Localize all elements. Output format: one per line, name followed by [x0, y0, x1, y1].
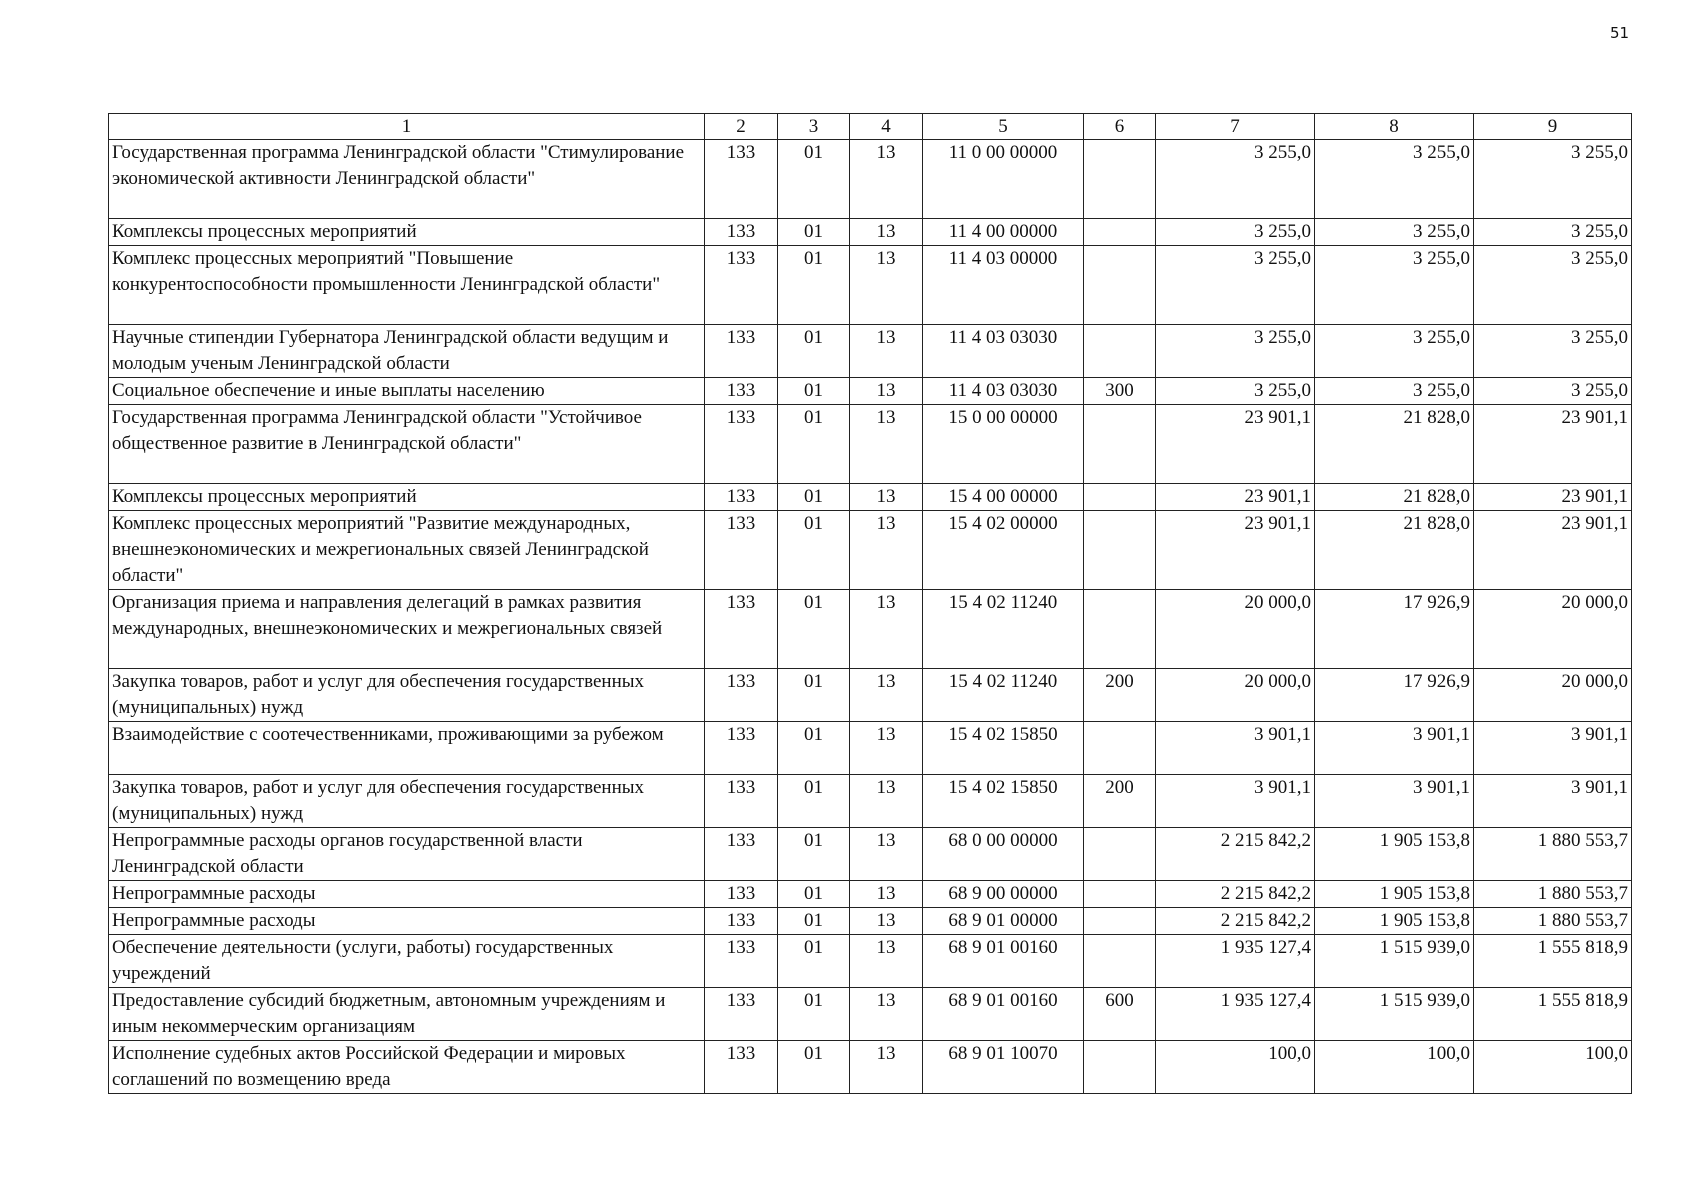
expense-type-cell: [1084, 590, 1156, 669]
expense-name-cell: Организация приема и направления делегаций в рамках развития международных, внешнеэкономических и межрегиональных связей: [109, 590, 705, 669]
amount-col7-cell: 23 901,1: [1156, 484, 1315, 511]
amount-col7-cell: 23 901,1: [1156, 405, 1315, 484]
expense-name-cell: Комплексы процессных мероприятий: [109, 219, 705, 246]
target-article-cell: 68 9 01 00000: [923, 908, 1084, 935]
table-row: [109, 908, 1632, 935]
expense-type-cell: [1084, 881, 1156, 908]
amount-col9-cell: 20 000,0: [1474, 590, 1632, 669]
amount-col7-cell: 1 935 127,4: [1156, 988, 1315, 1041]
table-row: [109, 378, 1632, 405]
amount-col8-cell: 21 828,0: [1315, 484, 1474, 511]
target-article-cell: 68 9 01 00160: [923, 988, 1084, 1041]
subsection-code-cell: 13: [850, 325, 923, 378]
amount-col8-cell: 1 905 153,8: [1315, 828, 1474, 881]
ministry-code-cell: 133: [705, 484, 778, 511]
section-code-cell: 01: [778, 590, 850, 669]
expense-type-cell: 200: [1084, 669, 1156, 722]
amount-col7-cell: 3 255,0: [1156, 140, 1315, 219]
amount-col8-cell: 3 901,1: [1315, 722, 1474, 775]
expense-name-cell: Непрограммные расходы: [109, 881, 705, 908]
amount-col9-cell: 1 880 553,7: [1474, 828, 1632, 881]
amount-col7-cell: 20 000,0: [1156, 590, 1315, 669]
target-article-cell: 68 0 00 00000: [923, 828, 1084, 881]
expense-name-cell: Комплексы процессных мероприятий: [109, 484, 705, 511]
section-code-cell: 01: [778, 325, 850, 378]
section-code-cell: 01: [778, 1041, 850, 1094]
target-article-cell: 68 9 00 00000: [923, 881, 1084, 908]
subsection-code-cell: 13: [850, 775, 923, 828]
target-article-cell: 15 4 02 15850: [923, 775, 1084, 828]
header-cell: 2: [705, 114, 778, 140]
section-code-cell: 01: [778, 828, 850, 881]
subsection-code-cell: 13: [850, 378, 923, 405]
amount-col9-cell: 3 901,1: [1474, 722, 1632, 775]
amount-col9-cell: 23 901,1: [1474, 511, 1632, 590]
expense-name-cell: Научные стипендии Губернатора Ленинградской области ведущим и молодым ученым Ленинградской области: [109, 325, 705, 378]
target-article-cell: 15 4 02 00000: [923, 511, 1084, 590]
ministry-code-cell: 133: [705, 405, 778, 484]
subsection-code-cell: 13: [850, 219, 923, 246]
amount-col7-cell: 2 215 842,2: [1156, 828, 1315, 881]
section-code-cell: 01: [778, 908, 850, 935]
ministry-code-cell: 133: [705, 881, 778, 908]
amount-col8-cell: 3 255,0: [1315, 325, 1474, 378]
target-article-cell: 11 4 03 00000: [923, 246, 1084, 325]
ministry-code-cell: 133: [705, 988, 778, 1041]
expense-name-cell: Комплекс процессных мероприятий "Развитие международных, внешнеэкономических и межрегиональных связей Ленинградской области": [109, 511, 705, 590]
ministry-code-cell: 133: [705, 1041, 778, 1094]
section-code-cell: 01: [778, 484, 850, 511]
target-article-cell: 11 4 00 00000: [923, 219, 1084, 246]
expense-name-cell: Социальное обеспечение и иные выплаты населению: [109, 378, 705, 405]
section-code-cell: 01: [778, 246, 850, 325]
amount-col9-cell: 1 555 818,9: [1474, 988, 1632, 1041]
section-code-cell: 01: [778, 988, 850, 1041]
amount-col9-cell: 3 255,0: [1474, 325, 1632, 378]
expense-type-cell: [1084, 325, 1156, 378]
ministry-code-cell: 133: [705, 246, 778, 325]
ministry-code-cell: 133: [705, 140, 778, 219]
table-row: [109, 325, 1632, 378]
expense-type-cell: [1084, 828, 1156, 881]
subsection-code-cell: 13: [850, 908, 923, 935]
amount-col8-cell: 3 255,0: [1315, 140, 1474, 219]
amount-col8-cell: 1 905 153,8: [1315, 881, 1474, 908]
amount-col8-cell: 1 515 939,0: [1315, 988, 1474, 1041]
amount-col9-cell: 1 555 818,9: [1474, 935, 1632, 988]
target-article-cell: 68 9 01 10070: [923, 1041, 1084, 1094]
page-number: 51: [1610, 24, 1630, 42]
ministry-code-cell: 133: [705, 219, 778, 246]
amount-col8-cell: 21 828,0: [1315, 511, 1474, 590]
expense-type-cell: 300: [1084, 378, 1156, 405]
table-row: [109, 722, 1632, 775]
amount-col7-cell: 3 255,0: [1156, 378, 1315, 405]
ministry-code-cell: 133: [705, 590, 778, 669]
section-code-cell: 01: [778, 511, 850, 590]
subsection-code-cell: 13: [850, 1041, 923, 1094]
amount-col9-cell: 3 255,0: [1474, 219, 1632, 246]
expense-name-cell: Непрограммные расходы: [109, 908, 705, 935]
expense-type-cell: [1084, 219, 1156, 246]
target-article-cell: 15 4 00 00000: [923, 484, 1084, 511]
header-cell: 3: [778, 114, 850, 140]
section-code-cell: 01: [778, 935, 850, 988]
amount-col8-cell: 17 926,9: [1315, 590, 1474, 669]
amount-col9-cell: 20 000,0: [1474, 669, 1632, 722]
amount-col7-cell: 20 000,0: [1156, 669, 1315, 722]
expense-type-cell: [1084, 908, 1156, 935]
table-row: [109, 140, 1632, 219]
expense-name-cell: Непрограммные расходы органов государственной власти Ленинградской области: [109, 828, 705, 881]
amount-col9-cell: 3 255,0: [1474, 140, 1632, 219]
expense-type-cell: 600: [1084, 988, 1156, 1041]
table-row: [109, 828, 1632, 881]
expense-type-cell: [1084, 484, 1156, 511]
amount-col7-cell: 2 215 842,2: [1156, 881, 1315, 908]
amount-col7-cell: 3 255,0: [1156, 325, 1315, 378]
amount-col8-cell: 3 255,0: [1315, 246, 1474, 325]
ministry-code-cell: 133: [705, 669, 778, 722]
amount-col9-cell: 1 880 553,7: [1474, 881, 1632, 908]
expense-name-cell: Закупка товаров, работ и услуг для обеспечения государственных (муниципальных) нужд: [109, 775, 705, 828]
ministry-code-cell: 133: [705, 828, 778, 881]
expense-type-cell: [1084, 405, 1156, 484]
header-cell: 9: [1474, 114, 1632, 140]
table-row: [109, 484, 1632, 511]
section-code-cell: 01: [778, 669, 850, 722]
subsection-code-cell: 13: [850, 246, 923, 325]
amount-col8-cell: 21 828,0: [1315, 405, 1474, 484]
amount-col7-cell: 3 255,0: [1156, 219, 1315, 246]
subsection-code-cell: 13: [850, 881, 923, 908]
header-cell: 5: [923, 114, 1084, 140]
table-row: [109, 246, 1632, 325]
subsection-code-cell: 13: [850, 140, 923, 219]
table-row: [109, 669, 1632, 722]
target-article-cell: 11 0 00 00000: [923, 140, 1084, 219]
subsection-code-cell: 13: [850, 590, 923, 669]
amount-col7-cell: 100,0: [1156, 1041, 1315, 1094]
ministry-code-cell: 133: [705, 908, 778, 935]
table-row: [109, 590, 1632, 669]
section-code-cell: 01: [778, 775, 850, 828]
table-row: [109, 219, 1632, 246]
subsection-code-cell: 13: [850, 988, 923, 1041]
amount-col8-cell: 17 926,9: [1315, 669, 1474, 722]
expense-type-cell: [1084, 511, 1156, 590]
amount-col8-cell: 3 901,1: [1315, 775, 1474, 828]
amount-col7-cell: 3 901,1: [1156, 775, 1315, 828]
ministry-code-cell: 133: [705, 378, 778, 405]
ministry-code-cell: 133: [705, 935, 778, 988]
expense-name-cell: Государственная программа Ленинградской области "Устойчивое общественное развитие в Ленинградской области": [109, 405, 705, 484]
header-cell: 8: [1315, 114, 1474, 140]
expense-name-cell: Взаимодействие с соотечественниками, проживающими за рубежом: [109, 722, 705, 775]
target-article-cell: 15 4 02 11240: [923, 669, 1084, 722]
target-article-cell: 68 9 01 00160: [923, 935, 1084, 988]
expense-name-cell: Государственная программа Ленинградской области "Стимулирование экономической активности Ленинградской области": [109, 140, 705, 219]
section-code-cell: 01: [778, 378, 850, 405]
target-article-cell: 15 4 02 11240: [923, 590, 1084, 669]
subsection-code-cell: 13: [850, 722, 923, 775]
expense-type-cell: [1084, 722, 1156, 775]
amount-col9-cell: 3 255,0: [1474, 246, 1632, 325]
section-code-cell: 01: [778, 881, 850, 908]
table-row: [109, 935, 1632, 988]
expense-type-cell: [1084, 140, 1156, 219]
subsection-code-cell: 13: [850, 935, 923, 988]
subsection-code-cell: 13: [850, 511, 923, 590]
expense-name-cell: Закупка товаров, работ и услуг для обеспечения государственных (муниципальных) нужд: [109, 669, 705, 722]
amount-col7-cell: 3 901,1: [1156, 722, 1315, 775]
amount-col9-cell: 23 901,1: [1474, 484, 1632, 511]
section-code-cell: 01: [778, 140, 850, 219]
table-row: [109, 405, 1632, 484]
expense-type-cell: [1084, 935, 1156, 988]
expense-type-cell: [1084, 246, 1156, 325]
table-row: [109, 1041, 1632, 1094]
expense-type-cell: [1084, 1041, 1156, 1094]
table-body: [109, 140, 1632, 1094]
table-row: [109, 775, 1632, 828]
expense-name-cell: Исполнение судебных актов Российской Федерации и мировых соглашений по возмещению вреда: [109, 1041, 705, 1094]
budget-table: [108, 113, 1632, 1094]
amount-col7-cell: 23 901,1: [1156, 511, 1315, 590]
header-cell: 7: [1156, 114, 1315, 140]
ministry-code-cell: 133: [705, 775, 778, 828]
amount-col9-cell: 1 880 553,7: [1474, 908, 1632, 935]
header-cell: 1: [109, 114, 705, 140]
ministry-code-cell: 133: [705, 722, 778, 775]
expense-type-cell: 200: [1084, 775, 1156, 828]
section-code-cell: 01: [778, 405, 850, 484]
subsection-code-cell: 13: [850, 405, 923, 484]
amount-col9-cell: 100,0: [1474, 1041, 1632, 1094]
amount-col8-cell: 3 255,0: [1315, 219, 1474, 246]
expense-name-cell: Предоставление субсидий бюджетным, автономным учреждениям и иным некоммерческим организациям: [109, 988, 705, 1041]
header-cell: 4: [850, 114, 923, 140]
section-code-cell: 01: [778, 219, 850, 246]
subsection-code-cell: 13: [850, 484, 923, 511]
amount-col9-cell: 23 901,1: [1474, 405, 1632, 484]
expense-name-cell: Обеспечение деятельности (услуги, работы) государственных учреждений: [109, 935, 705, 988]
amount-col7-cell: 1 935 127,4: [1156, 935, 1315, 988]
amount-col8-cell: 3 255,0: [1315, 378, 1474, 405]
target-article-cell: 11 4 03 03030: [923, 378, 1084, 405]
target-article-cell: 15 4 02 15850: [923, 722, 1084, 775]
amount-col8-cell: 1 905 153,8: [1315, 908, 1474, 935]
amount-col7-cell: 3 255,0: [1156, 246, 1315, 325]
amount-col9-cell: 3 901,1: [1474, 775, 1632, 828]
ministry-code-cell: 133: [705, 325, 778, 378]
amount-col9-cell: 3 255,0: [1474, 378, 1632, 405]
header-cell: 6: [1084, 114, 1156, 140]
target-article-cell: 15 0 00 00000: [923, 405, 1084, 484]
subsection-code-cell: 13: [850, 669, 923, 722]
ministry-code-cell: 133: [705, 511, 778, 590]
expense-name-cell: Комплекс процессных мероприятий "Повышение конкурентоспособности промышленности Ленинградской области": [109, 246, 705, 325]
table-row: [109, 511, 1632, 590]
header-row: [109, 114, 1632, 140]
table-row: [109, 881, 1632, 908]
subsection-code-cell: 13: [850, 828, 923, 881]
amount-col8-cell: 1 515 939,0: [1315, 935, 1474, 988]
section-code-cell: 01: [778, 722, 850, 775]
amount-col8-cell: 100,0: [1315, 1041, 1474, 1094]
amount-col7-cell: 2 215 842,2: [1156, 908, 1315, 935]
table-row: [109, 988, 1632, 1041]
target-article-cell: 11 4 03 03030: [923, 325, 1084, 378]
